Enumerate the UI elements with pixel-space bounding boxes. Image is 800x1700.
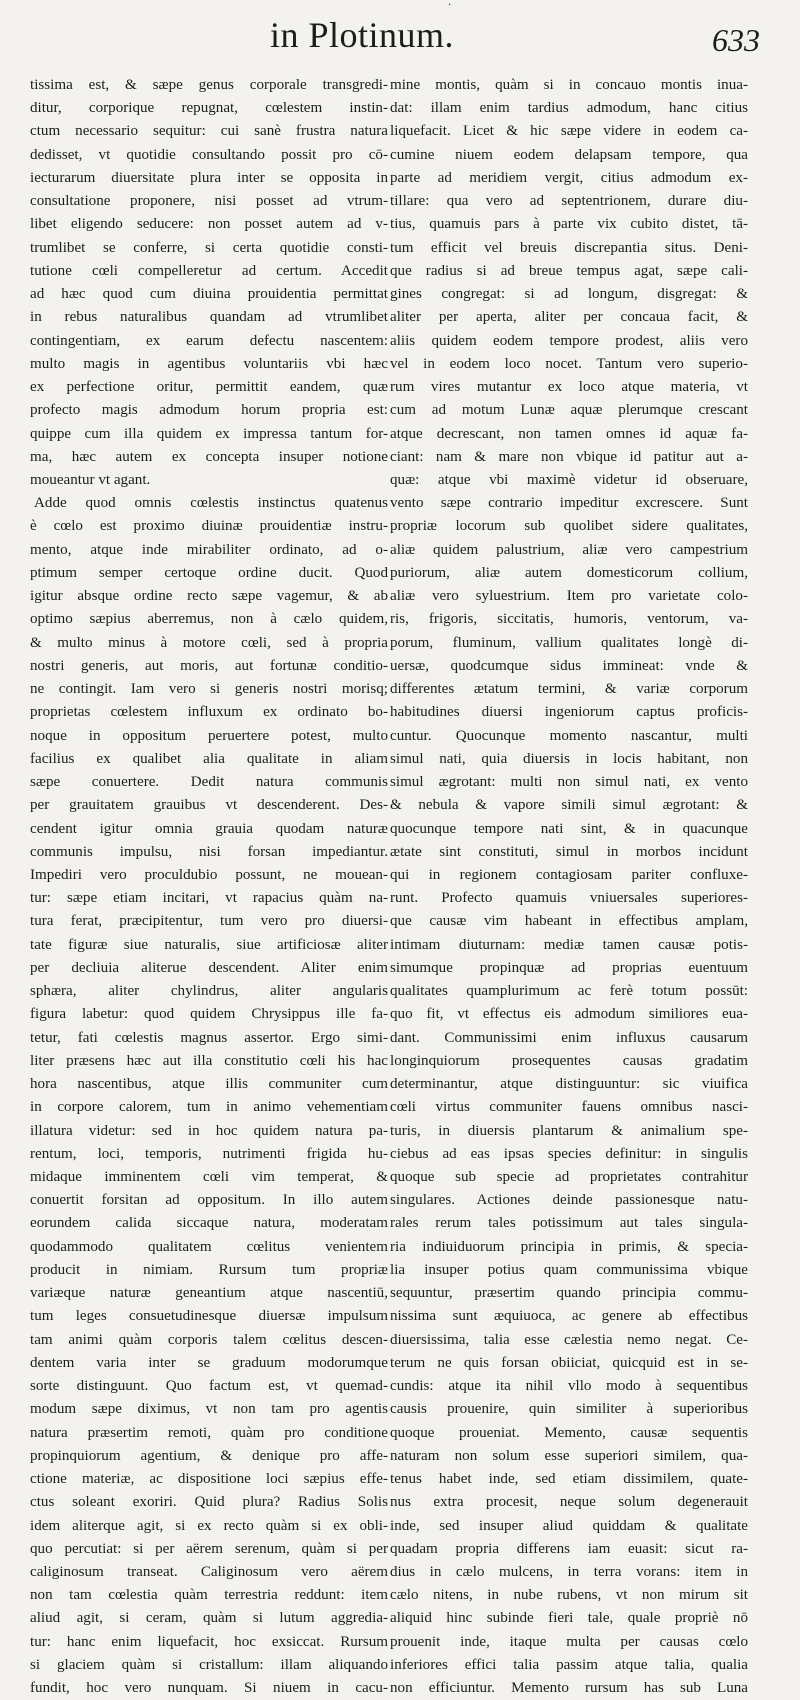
text-line: Adde quod omnis cœlestis instinctus quatenus [34,495,388,512]
text-line: liter præsens hæc aut illa constitutio cœli his hac [30,1052,388,1069]
text-line: aliquid hinc subinde fieri tale, quale propriè nō [390,1610,748,1627]
running-title: in Plotinum. [270,15,455,55]
text-line: communis impulsu, nisi forsan impediantur. [30,843,388,860]
text-line: cælo nitens, in nube rubens, vt non mirum sit [390,1587,748,1604]
text-line: tum leges consuetudinesque diuersæ impulsum [30,1308,388,1325]
text-line: ria indiuiduorum principia in primis, & specia- [390,1238,748,1255]
text-line: causis prouenire, quin similiter à superioribus [390,1401,748,1418]
text-line: trumlibet se conferre, si certa quotidie consti- [30,239,388,256]
text-line: porum, fluminum, vallium qualitates longè di- [390,634,748,651]
text-line: rum vires mutantur ex loco atque materia, vt [390,379,748,396]
text-line: è cœlo est proximo diuinæ prouidentiæ instru- [30,518,388,535]
text-line: non tam cœlestia quàm terrestria reddunt: item [30,1587,388,1604]
text-line: puriorum, aliæ autem domesticorum collium, [390,564,748,581]
text-line: sorte distinguunt. Quo factum est, vt quemad- [30,1378,388,1395]
text-line: terum ne quis forsan obiiciat, quicquid est in se- [390,1354,748,1371]
text-line: sequuntur, præsertim quando principia commu- [390,1285,748,1302]
text-line: moueantur vt agant. [30,471,151,488]
text-line: in corpore calorem, tum in animo vehementiam [30,1099,388,1116]
text-line: uersæ, quodcumque sidus immineat: vnde & [390,657,748,674]
text-line: nostri generis, aut moris, aut fortunæ conditio- [30,657,388,674]
text-line: si glaciem quàm si cristallum: illam aliquando [30,1656,388,1673]
text-line: naturam non solum esse superiori similem, qua- [390,1447,748,1464]
text-line: midaque imminentem cœli vim temperat, & [30,1169,388,1186]
text-line: tur: sæpe etiam incitari, vt rapacius quàm na- [30,890,388,907]
text-line: illatura videtur: sed in hoc quidem natura pa- [30,1122,388,1139]
printer-mark: · [448,0,452,11]
text-line: propriæ locorum sub quolibet sidere qualitates, [390,518,748,535]
text-line: consultatione proponere, nisi posset ad vtrum- [30,193,388,210]
text-line: libet eligendo seducere: non posset autem ad v- [30,216,388,233]
text-line: ris, frigoris, siccitatis, humoris, ventorum, va- [390,611,748,628]
text-line: tate figuræ siue naturalis, siue artificiosæ aliter [30,936,388,953]
text-line: que radius si ad breue tempus agat, sæpe cali- [390,262,748,279]
text-line: qualitates quamplurimum ac ferè totum possūt: [390,983,748,1000]
text-line: gines congregat: si ad longum, disgregat: & [390,286,748,303]
page-number: 633 [712,22,760,58]
right-text-column [390,74,748,1700]
text-line: & multo minus à motore cœli, sed à propria [30,634,388,651]
text-line: natura præsertim remoti, quàm pro conditione [30,1424,388,1441]
text-line: ma, hæc autem ex concepta insuper notione [30,448,388,465]
text-line: tenus habet inde, sed etiam dissimilem, quate- [390,1471,748,1488]
text-line: quo fit, vt effectus eis admodum similiores eua- [390,1006,748,1023]
text-line: ciant: nam & mare non vbique id patitur aut a- [390,448,748,465]
text-line: fundit, hoc vero nunquam. Si niuem in cacu- [30,1680,388,1697]
text-line: dedisset, vt quotidie consultando possit pro cō- [30,146,388,163]
text-line: quocunque tempore nati sint, & in quacunque [390,820,748,837]
text-line: non efficiuntur. Memento rursum has sub Luna [390,1680,748,1697]
text-line: profecto magis admodum horum propria est: [30,402,388,419]
text-line: simumque propinquæ ad proprias euentuum [390,959,748,976]
text-line: igitur absque ordine recto sæpe vagemur, & ab [30,588,388,605]
text-line: sphæra, aliter chylindrus, aliter angularis [30,983,388,1000]
text-line: producit in nimiam. Rursum tum propriæ [30,1261,388,1278]
text-line: cendent igitur omnia grauia quodam naturæ [30,820,388,837]
text-line: cundis: atque ita nihil vllo modo à sequentibus [390,1378,748,1395]
text-line: singulares. Actiones deinde passionesque natu- [390,1192,748,1209]
text-line: tillare: qua vero ad septentrionem, durare diu- [390,193,748,210]
text-line: ctum necessario sequitur: cui sanè frustra natura [30,123,388,140]
text-line: rentum, loci, temporis, nutrimenti frigida hu- [30,1145,388,1162]
left-text-column [30,74,388,1700]
text-line: qui in regionem contagiosam pariter confluxe- [390,866,748,883]
text-line: cumine niuem eodem delapsam tempore, qua [390,146,748,163]
text-line: ætate sint constituti, simul in morbos incidunt [390,843,748,860]
text-line: tam animi quàm corporis talem cœlitus descen- [30,1331,388,1348]
text-line: quo percutiat: si per aërem serenum, quàm si per [30,1540,388,1557]
text-line: rales rerum tales potissimum aut tales singula- [390,1215,748,1232]
text-line: iecturarum diuersitate plura inter se opposita in [30,169,388,186]
text-line: figura labetur: quod quidem Chrysippus ille fa- [30,1006,388,1023]
text-line: cœli virtus communiter fauens omnibus nasci- [390,1099,748,1116]
text-line: contingentiam, ex earum defectu nascentem: [30,332,388,349]
text-line: ctione materiæ, ac dispositione loci sæpius effe- [30,1471,388,1488]
text-line: quadam propria differens iam euasit: sicut ra- [390,1540,748,1557]
text-line: quæ: atque vbi maximè videtur id obseruare, [390,471,748,488]
text-line: dentem varia inter se graduum modorumque [30,1354,388,1371]
text-line: sæpe conuertere. Dedit natura communis [30,774,388,791]
text-line: habitudines diuersi ingeniorum captus proficis- [390,704,748,721]
text-line: per decliuia aliterue descendent. Aliter enim [30,959,388,976]
text-line: differentes ætatum termini, & variæ corporum [390,681,748,698]
text-line: atque decrescant, non tamen omnes id aquæ fa- [390,425,748,442]
text-line: aliud agit, si ceram, quàm si lutum aggredia- [30,1610,388,1627]
text-line: ditur, corporique repugnat, cœlestem instin- [30,100,388,117]
text-line: propinquiorum agentium, & denique pro affe- [30,1447,388,1464]
text-line: inde, sed insuper aliud quiddam & qualitate [390,1517,748,1534]
text-line: ad hæc quod cum diuina prouidentia permittat [30,286,388,303]
text-line: conuertit forsitan ad oppositum. In illo autem [30,1192,388,1209]
text-line: ex perfectione oritur, permittit eandem, quæ [30,379,388,396]
text-line: dat: illam enim tardius admodum, hanc citius [390,100,748,117]
text-line: & nebula & vapore simili simul ægrotant: & [390,797,748,814]
text-line: aliæ vero syluestrium. Item pro varietate colo- [390,588,748,605]
text-line: ptimum semper certoque ordine ducit. Quod [30,564,388,581]
text-line: tum efficit vel breuis discrepantia situs. Deni- [390,239,748,256]
text-line: quoque sub specie ad proprietates contrahitur [390,1169,748,1186]
text-line: ne contingit. Iam vero si generis nostri morisq; [30,681,388,698]
text-line: que causæ vim habeant in effectibus amplam, [390,913,748,930]
text-line: optimo sæpius aberremus, non à cælo quidem, [30,611,388,628]
text-line: parte ad meridiem vergit, citius admodum ex- [390,169,748,186]
text-line: hora nascentibus, atque illis communiter cum [30,1076,388,1093]
text-line: simul ægrotant: multi non simul nati, ex vento [390,774,748,791]
text-line: per grauitatem grauibus vt descenderent. Des- [30,797,388,814]
text-line: vento sæpe contrario impeditur excrescere. Sunt [390,495,748,512]
text-line: mento, atque inde mirabiliter ordinato, ad o- [30,541,388,558]
text-line: prouenit inde, itaque multa per causas cœlo [390,1633,748,1650]
text-line: Impediri vero proculdubio possunt, ne mouean- [30,866,388,883]
text-line: mine montis, quàm si in concauo montis inua- [390,77,748,93]
text-line: turis, in diuersis plantarum & animalium spe- [390,1122,748,1139]
text-line: ctus soleant exoriri. Quid plura? Radius Solis [30,1494,388,1511]
text-line: caliginosum transeat. Caliginosum vero aërem [30,1564,388,1580]
text-line: quodammodo qualitatem cœlitus venientem [30,1238,388,1255]
text-line: aliæ quidem palustrium, aliæ vero campestrium [390,541,748,558]
text-line: intimam diuturnam: mediæ tamen causæ potis- [390,936,748,953]
text-line: cuntur. Quocunque momento nascantur, multi [390,727,748,744]
text-line: runt. Profecto quamuis vniuersales superiores- [390,890,748,907]
text-line: tura ferat, præcipitentur, tum vero pro diuersi- [30,913,388,930]
text-line: tius, quamuis pars à parte vix cubito distet, tā- [390,216,748,233]
text-line: determinantur, atque distinguuntur: sic viuifica [390,1076,748,1093]
text-line: diuersissima, talia esse cælestia nemo negat. Ce- [390,1331,748,1348]
text-line: dant. Communissimi enim influxus causarum [390,1029,748,1046]
text-line: cum ad motum Lunæ aquæ plerumque crescant [390,402,748,419]
text-line: modum sæpe diximus, vt non tam pro agentis [30,1401,388,1418]
text-line: longinquiorum prosequentes causas gradatim [390,1052,748,1069]
text-line: in rebus naturalibus quandam ad vtrumlibet [30,309,388,326]
text-line: tutione cœli compelleretur ad certum. Accedit [30,262,388,279]
text-line: proprietas cœlestem influxum ex ordinato bo- [30,704,388,721]
text-line: aliis quidem eodem tempore prodest, aliis vero [390,332,748,349]
text-line: quoque proueniat. Memento, causæ sequentis [390,1424,748,1441]
text-line: simul nati, quia diuersis in locis habitant, non [390,750,748,767]
text-line: vel in eodem loco nocet. Tantum vero superio- [390,355,748,372]
text-line: nissima sunt æquiuoca, ac genere ab effectibus [390,1308,748,1325]
text-line: multo magis in agentibus voluntariis vbi hæc [30,355,388,372]
text-line: dius in cælo mulcens, in terra vorans: item in [390,1564,748,1580]
text-line: eorundem calida siccaque natura, moderatam [30,1215,388,1232]
text-line: idem aliterque agit, si ex recto quàm si ex obli- [30,1517,388,1534]
text-line: nus extra procesit, neque solum degenerauit [390,1494,748,1511]
text-line: lia insuper potius quam communissima vbique [390,1261,748,1278]
text-line: noque in oppositum peruertere potest, multo [30,727,388,744]
text-line: variæque naturæ geneantium atque nascentiū, [30,1285,388,1302]
text-line: quippe cum illa quidem ex impressa tantum for- [30,425,388,442]
text-line: ciebus ad eas ipsas species definitur: in singulis [390,1145,748,1162]
text-line: tur: hanc enim liquefacit, hoc exsiccat. Rursum [30,1633,388,1650]
text-line: liquefacit. Licet & hic sæpe videre in eodem ca- [390,123,748,140]
text-line: inferiores effici talia passim atque talia, qualia [390,1656,748,1673]
text-line: aliter per aperta, aliter per concaua facit, & [390,309,748,326]
text-line: tissima est, & sæpe genus corporale transgredi- [30,77,388,93]
text-line: facilius ex qualibet alia qualitate in aliam [30,750,388,767]
text-line: tetur, fati cœlestis magnus assertor. Ergo simi- [30,1029,388,1046]
